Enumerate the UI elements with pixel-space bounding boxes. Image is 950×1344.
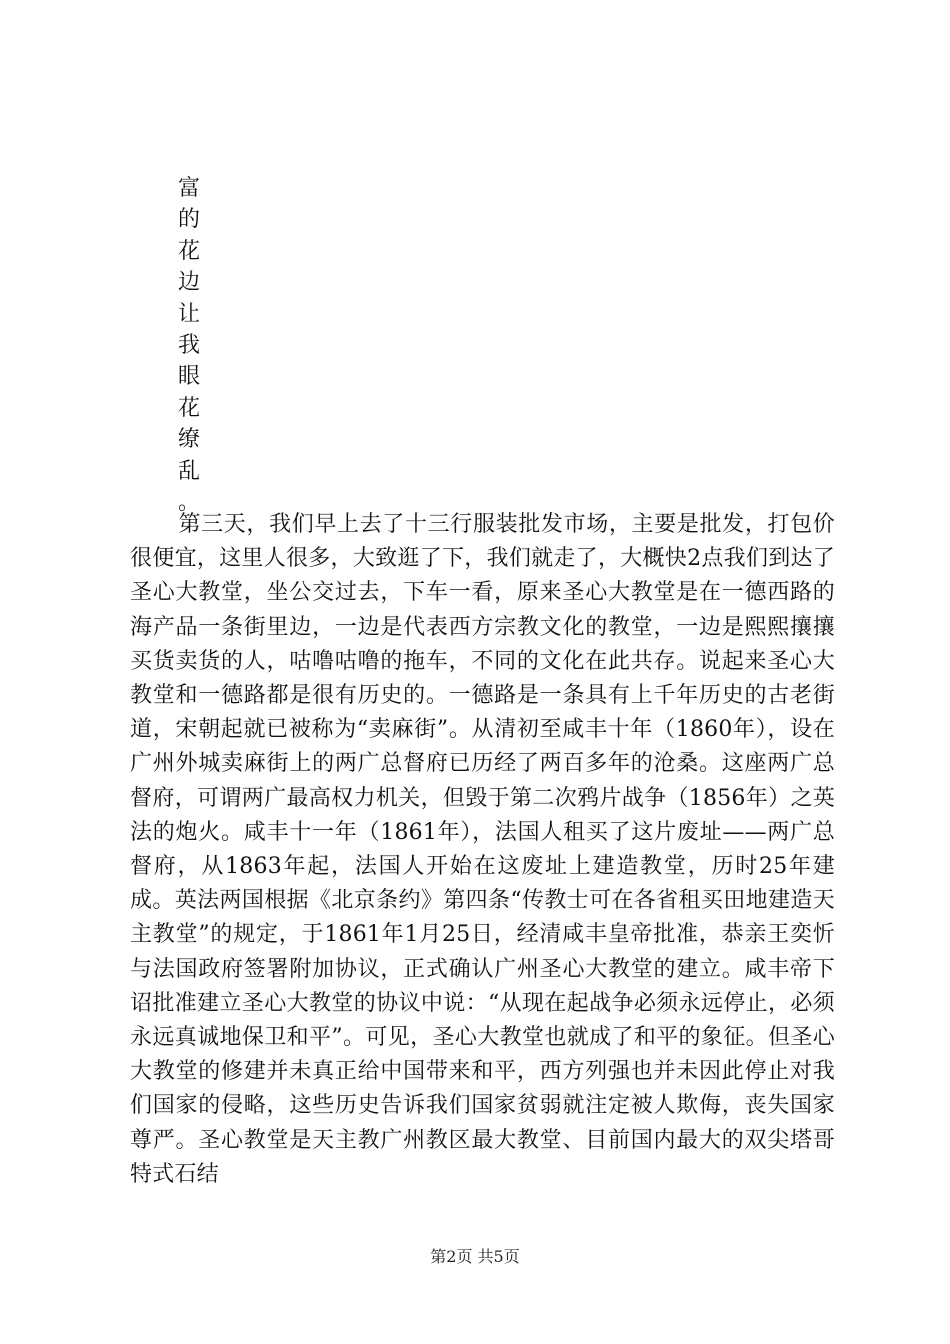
vertical-text-column xyxy=(178,173,210,518)
vertical-char: 让 xyxy=(178,301,201,327)
vertical-char: 花 xyxy=(178,238,201,264)
vertical-char: 。 xyxy=(178,490,201,516)
page-footer: 第2页 共5页 xyxy=(430,1247,520,1266)
vertical-char: 花 xyxy=(178,395,201,421)
vertical-char: 缭 xyxy=(178,427,201,453)
vertical-char: 乱 xyxy=(178,458,201,484)
vertical-char: 富 xyxy=(178,176,201,201)
vertical-char: 边 xyxy=(178,270,201,296)
vertical-char: 的 xyxy=(178,207,201,233)
vertical-char: 我 xyxy=(178,333,201,359)
paragraph-text: 第三天，我们早上去了十三行服装批发市场，主要是批发，打包价很便宜，这里人很多，大致逛了下，我们就走了，大概快2点我们到达了圣心大教堂，坐公交过去，下车一看，原来圣心大教堂是在一德西路的海产品一条街里边，一边是代表西方宗教文化的教堂，一边是熙熙攘攘买货卖货的人，咕噜咕噜的拖车，不同的文化在此共存。说起来圣心大教堂和一德路都是很有历史的。一德路是一条具有上千年历史的古老街道，宋朝起就已被称为“卖麻街”。从清初至咸丰十年（1860年），设在广州外城卖麻街上的两广总督府已历经了两百多年的沧桑。这座两广总督府，可谓两广最高权力机关，但毁于第二次鸦片战争（1856年）之英法的炮火。咸丰十一年（1861年），法国人租买了这片废址——两广总督府，从1863年起，法国人开始在这废址上建造教堂，历时25年建成。英法两国根据《北京条约》第四条“传教士可在各省租买田地建造天主教堂”的规定，于1861年1月25日，经清咸丰皇帝批准，恭亲王奕忻与法国政府签署附加协议，正式确认广州圣心大教堂的建立。咸丰帝下诏批准建立圣心大教堂的协议中说：“从现在起战争必须永远停止，必须永远真诚地保卫和平”。可见，圣心大教堂也就成了和平的象征。但圣心大教堂的修建并未真正给中国带来和平，西方列强也并未因此停止对我们国家的侵略，这些历史告诉我们国家贫弱就注定被人欺侮，丧失国家尊严。圣心教堂是天主教广州教区最大教堂、目前国内最大的双尖塔哥特式石结 xyxy=(130,512,835,1187)
body-paragraph xyxy=(130,508,835,1192)
vertical-char: 眼 xyxy=(178,364,201,390)
